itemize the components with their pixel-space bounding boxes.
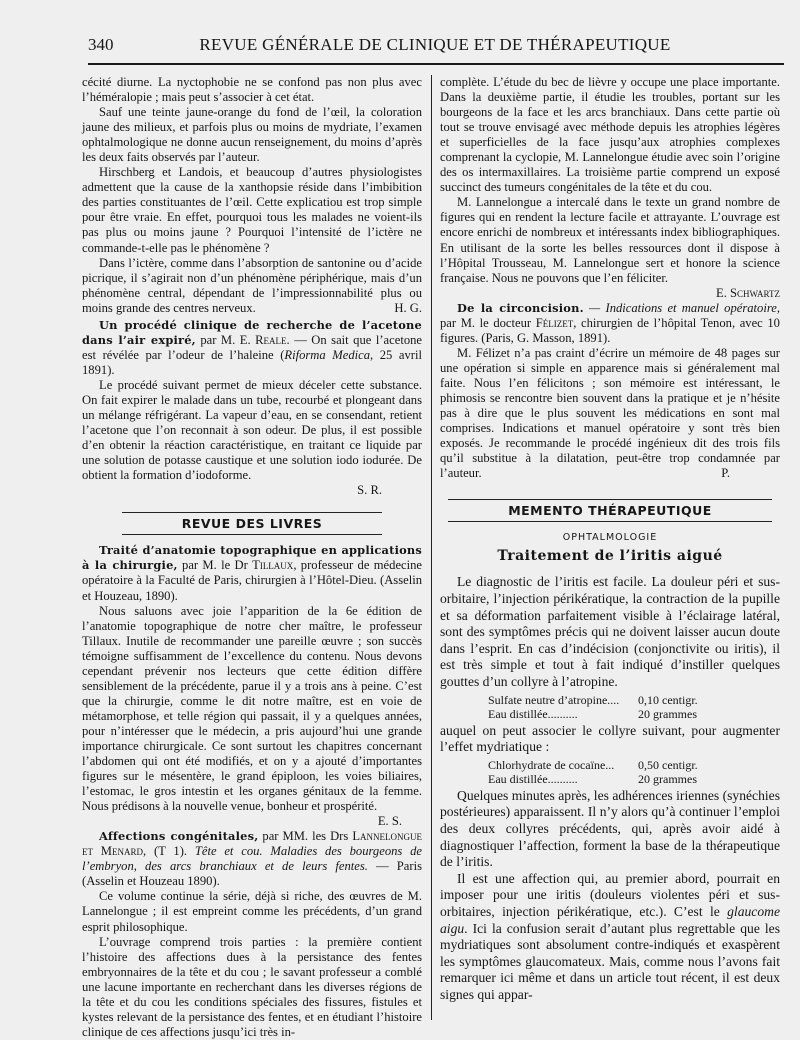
paragraph: auquel on peut associer le collyre suivant, pour augmenter l’effet mydriatique : <box>440 722 780 755</box>
prescription-2 <box>488 758 780 786</box>
page-number: 340 <box>88 35 114 54</box>
article-text: , chirurgien de l’hôpital Tenon, avec 10 figures. (Paris, G. Masson, 1891). <box>440 315 780 345</box>
signature: S. R. <box>357 483 382 498</box>
paragraph-text: M. Félizet n’a pas craint d’écrire un mémoire de 48 pages sur une opération si simple en apparence mais si généralement mal faite. Nous l’en félicitons ; son mémoire est intéressant, le phimosis se rencontre bien souvent dans la pratique et je n’hésite pas à dire que le plus souvent les médications en sont mal comprises. Indications et manuel opératoire y sont très bien exposés. Je recommande le procédé ingénieux dit des trois fils qu’il substitue à la dilatation, peut-être trop condamnée par l’auteur. <box>440 345 780 481</box>
prescription-row <box>488 693 780 707</box>
paragraph <box>440 346 780 481</box>
ingredient: Sulfate neutre d’atropine.... <box>488 692 620 707</box>
signature: E. S. <box>377 814 402 829</box>
article-date: , 25 avril 1891). <box>82 347 422 377</box>
signature: E. Schwartz <box>716 285 780 300</box>
left-column <box>82 75 422 1040</box>
prescription-row <box>488 707 780 721</box>
section-heading <box>82 512 422 535</box>
section-heading <box>440 499 780 522</box>
publisher: — Paris (Asselin et Houzeau 1890). <box>82 859 422 889</box>
prescription-row <box>488 772 780 786</box>
paragraph: complète. L’étude du bec de lièvre y occupe une place importante. Dans la deuxième partie, il étudie les troubles, portant sur les bourgeons de la face et les arcs branchiaux. Dans cette partie où tout se trouve envisagé avec méthode depuis les atrophies légères et superficielles de la face jusqu’aux atrophies complexes comprenant la cyclopie, M. Lannelongue étudie avec soin l’origine des os intermaxillaires. La troisième partie comprend un exposé succinct des tumeurs congénitales de la tête et du cou. <box>440 75 780 195</box>
paragraph-text: . Ici la confusion serait d’autant plus regrettable que les mydriatiques sont absolument contre-indiqués et exaspèrent les symptômes glaucomateux. Mais, comme nous l’avons fait remarquer ici même et dans un article tout récent, il est deux signes qui appar- <box>440 920 780 1002</box>
author-prefix: par M. le Dr <box>182 558 248 573</box>
column-divider <box>431 75 432 1020</box>
dose: 0,50 centigr. <box>638 757 698 772</box>
article-entry <box>440 301 780 346</box>
author-prefix: par M. le docteur <box>440 315 532 330</box>
signature: P. <box>721 466 730 481</box>
paragraph: cécité diurne. La nyctophobie ne se confond pas non plus avec l’héméralopie ; mais peut s’associer à cet état. <box>82 75 422 105</box>
dose: 20 grammes <box>638 771 697 786</box>
paragraph <box>440 871 780 1004</box>
right-column <box>440 75 780 1003</box>
prescription-row <box>488 758 780 772</box>
article-entry <box>82 318 422 378</box>
author-name: Félizet <box>535 315 574 330</box>
paragraph: Nous saluons avec joie l’apparition de la 6e édition de l’anatomie topographique de notre cher maître, le professeur Tillaux. Inutile de recommander une pareille œuvre ; son succès témoigne suffisamment de l’excellence du contenu. Nous devons cependant prévenir nos lecteurs que cette édition diffère sensiblement de la précédente, parue il y a trois ans à peine. C’est que la chirurgie, comme le dit notre maître, est en voie de métamorphose, et telle région qui passait, il y a quelques années, pour n’intéresser que le médecin, a pris aujourd’hui une grande importance chirurgicale. Ce sont surtout les chapitres concernant l’abdomen qui ont été modifiés, et on y a ajouté d’importantes figures sur le mésentère, le grand épiploon, les voies biliaires, l’estomac, le gros intestin et les organes génitaux de la femme. Nous prédisons à la nouvelle venue, bonheur et prospérité. <box>82 603 422 814</box>
header-rule <box>88 63 784 65</box>
paragraph: M. Lannelongue a intercalé dans le texte un grand nombre de figures qui en rendent la lecture facile et attrayante. L’ouvrage est encore enrichi de nombreux et intéressants index bibliographiques. En utilisant de la sorte les belles ressources dont il dispose à l’Hôpital Trousseau, M. Lannelongue sert et honore la science française. Nous ne pouvons que l’en féliciter. <box>440 195 780 285</box>
author-name: Lannelongue et Menard <box>82 829 422 859</box>
journal-name: Riforma Medica <box>284 347 371 362</box>
dose: 0,10 centigr. <box>638 692 698 707</box>
prescription-1 <box>488 693 780 721</box>
section-heading-text: REVUE DES LIVRES <box>122 512 383 535</box>
memento-body <box>440 574 780 1003</box>
paragraph-text: Il est une affection qui, au premier abord, pourrait en imposer pour une iritis (douleurs violentes péri et sus-orbitaires, injection périkératique, etc.). C’est le <box>440 870 780 919</box>
paragraph: Quelques minutes après, les adhérences iriennes (synéchies postérieures) apparaissent. Il n’y alors qu’à continuer l’emploi des deux collyres précédents, qui, après avoir aidé à diagnostiquer l’affection, forment la base de la thérapeutique de l’iritis. <box>440 787 780 870</box>
memento-heading: Traitement de l’iritis aigué <box>497 548 723 565</box>
article-title: Un procédé clinique de recherche de l’acetone dans l’air expiré, <box>82 317 422 347</box>
emphasis: glaucome aigu <box>440 903 780 936</box>
signature: H. G. <box>394 300 422 315</box>
volume: , (T 1). <box>143 844 188 859</box>
running-title: REVUE GÉNÉRALE DE CLINIQUE ET DE THÉRAPEUTIQUE <box>199 35 671 54</box>
ingredient: Eau distillée.......... <box>488 771 578 786</box>
paragraph: Sauf une teinte jaune-orange du fond de l’œil, la coloration jaune des milieux, et parfois plus ou moins de mydriate, l’examen ophtalmologique ne donne aucun renseignement, du moins d’après les deux faits observés par l’auteur. <box>82 105 422 165</box>
section-heading-text: MEMENTO THÉRAPEUTIQUE <box>448 499 772 522</box>
author-prefix: par MM. les Drs <box>262 829 349 844</box>
author-name: Tillaux <box>252 558 294 573</box>
paragraph: Le procédé suivant permet de mieux déceler cette substance. On fait expirer le malade dans un tube, recourbé et plongeant dans un mélange réfrigérant. La vapeur d’eau, en se consendant, retient l’acetone que l’on reconnait à son odeur. De plus, il est possible d’en obtenir la réaction caractéristique, en traitant ce liquide par une solution de potasse caustique et une solution iodo iodurée. De obtient la formation d’iodoforme. <box>82 377 422 483</box>
article-title: Traité d’anatomie topographique en applications à la chirurgie, <box>82 543 422 573</box>
paragraph: Le diagnostic de l’iritis est facile. La douleur péri et sus-orbitaire, l’injection périkératique, la contraction de la pupille et sa déformation parfaitement visible à l’éclairage latéral, sont des symptômes précis qui ne doivent laisser aucun doute dans l’esprit. En cas d’indécision (conjonctivite ou iritis), il est très simple et tout à fait indiqué d’instiller quelques gouttes d’un collyre à l’atropine. <box>440 574 780 689</box>
dose: 20 grammes <box>638 706 697 721</box>
author-prefix: par M. E. <box>200 332 251 347</box>
paragraph-text: Dans l’ictère, comme dans l’absorption de santonine ou d’acide picrique, il s’agirait non d’un phénomène périphérique, mais d’un phénomène central, dépendant de l’impressionnabilité plus ou moins grande des centres nerveux. <box>82 255 422 315</box>
article-subtitle: — Indications et manuel opératoire, <box>589 300 780 315</box>
article-text: , professeur de médecine opératoire à la Faculté de Paris, chirurgien à l’Hôtel-Dieu. (Asselin et Houzeau, 1890). <box>82 558 423 603</box>
ingredient: Eau distillée.......... <box>488 706 578 721</box>
book-subtitle: Tête et cou. Maladies des bourgeons de l’embryon, des arcs branchiaux et de leurs fentes. <box>82 844 423 874</box>
article-title: Affections congénitales, <box>99 829 259 844</box>
article-text: . — On sait que l’acetone est révélée par l’odeur de l’haleine ( <box>82 332 423 362</box>
paragraph <box>82 256 422 316</box>
article-entry <box>82 543 422 603</box>
paragraph: Ce volume continue la série, déjà si riche, des œuvres de M. Lannelongue ; il est empreint comme les précédents, d’un grand esprit philosophique. <box>82 889 422 934</box>
ingredient: Chlorhydrate de cocaïne... <box>488 757 615 772</box>
paragraph: L’ouvrage comprend trois parties : la première contient l’histoire des affections dues à la persistance des fentes embryonnaires de la tête et du cou ; le savant professeur a comblé une lacune importante en recherchant dans les diverses régions de la tête et du cou les conditions spéciales des fissures, fistules et kystes relevant de la persistance des fentes, et en étudiant l’histoire clinique de ces affections jusqu’ici très in- <box>82 934 422 1039</box>
subsection-label: OPHTALMOLOGIE <box>562 532 658 544</box>
article-entry <box>82 829 422 889</box>
paragraph: Hirschberg et Landois, et beaucoup d’autres physiologistes admettent que la cause de la xanthopsie réside dans l’imbibition des parties constituantes de l’œil. Cette explicatiou est trop simple pour être vraie. En effet, pourquoi tous les malades ne voient-ils pas plus ou moins jaune ? Pourquoi l’intensité de l’ictère ne commande-t-elle pas le phénomène ? <box>82 165 422 255</box>
running-header <box>88 30 782 60</box>
article-title: De la circoncision. <box>457 300 584 315</box>
author-name: Reale <box>255 332 287 347</box>
